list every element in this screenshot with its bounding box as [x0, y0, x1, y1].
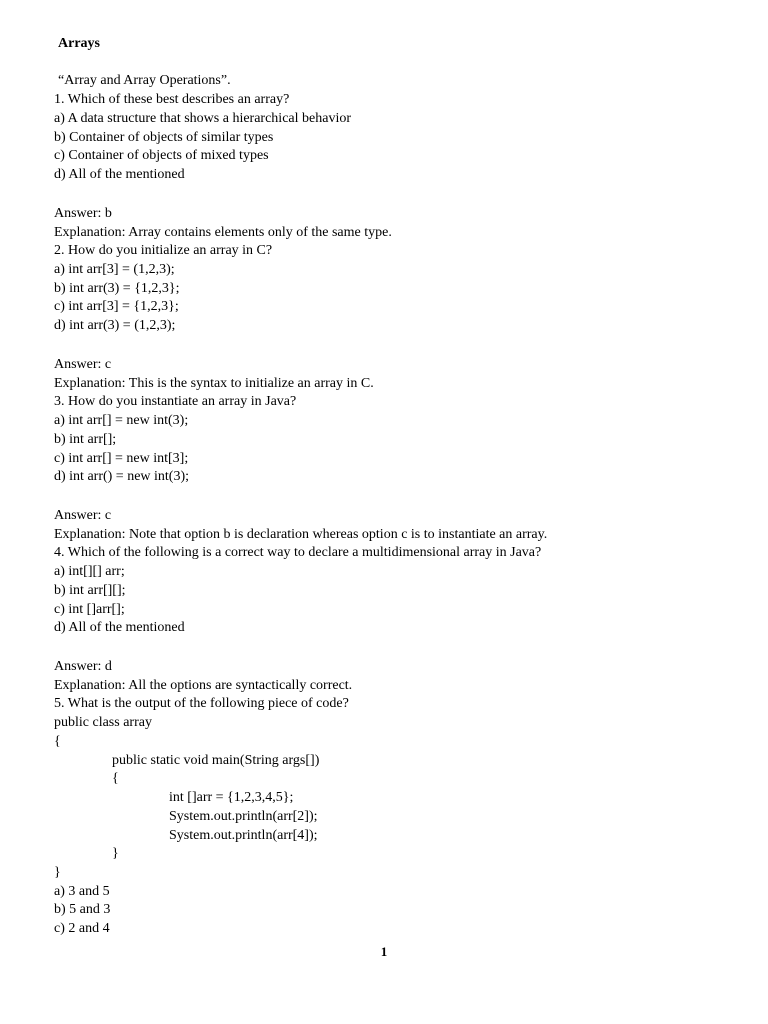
- q1-option-c: c) Container of objects of mixed types: [54, 148, 269, 163]
- q1-option-d: d) All of the mentioned: [54, 167, 185, 182]
- document-title: Arrays: [58, 36, 100, 51]
- q2-option-a: a) int arr[3] = (1,2,3);: [54, 262, 175, 277]
- code-line-main: public static void main(String args[]): [112, 753, 320, 768]
- q4-option-b: b) int arr[][];: [54, 583, 126, 598]
- question-5: 5. What is the output of the following piece of code?: [54, 696, 349, 711]
- q4-option-d: d) All of the mentioned: [54, 620, 185, 635]
- question-4: 4. Which of the following is a correct way to declare a multidimensional array in Java?: [54, 545, 542, 560]
- q1-option-a: a) A data structure that shows a hierarchical behavior: [54, 111, 351, 126]
- q2-answer: Answer: c: [54, 357, 112, 372]
- code-line-main-close-brace: }: [112, 846, 119, 861]
- q2-option-c: c) int arr[3] = {1,2,3};: [54, 299, 179, 314]
- question-3: 3. How do you instantiate an array in Java?: [54, 394, 297, 409]
- page-number: 1: [380, 944, 388, 959]
- question-1: 1. Which of these best describes an array?: [54, 92, 290, 107]
- q3-answer: Answer: c: [54, 508, 112, 523]
- q5-option-c: c) 2 and 4: [54, 921, 110, 936]
- subtitle-line: “Array and Array Operations”.: [58, 73, 231, 88]
- q2-option-b: b) int arr(3) = {1,2,3};: [54, 281, 180, 296]
- q4-option-c: c) int []arr[];: [54, 602, 125, 617]
- question-2: 2. How do you initialize an array in C?: [54, 243, 273, 258]
- q3-option-d: d) int arr() = new int(3);: [54, 469, 190, 484]
- q2-explanation: Explanation: This is the syntax to initialize an array in C.: [54, 376, 374, 391]
- code-line-array-init: int []arr = {1,2,3,4,5};: [169, 790, 294, 805]
- q1-explanation: Explanation: Array contains elements only of the same type.: [54, 225, 392, 240]
- code-line-class: public class array: [54, 715, 152, 730]
- q3-option-c: c) int arr[] = new int[3];: [54, 451, 189, 466]
- code-line-print-2: System.out.println(arr[2]);: [169, 809, 318, 824]
- q3-explanation: Explanation: Note that option b is declaration whereas option c is to instantiate an array.: [54, 527, 548, 542]
- q3-option-a: a) int arr[] = new int(3);: [54, 413, 189, 428]
- q4-answer: Answer: d: [54, 659, 112, 674]
- q5-option-b: b) 5 and 3: [54, 902, 111, 917]
- q1-option-b: b) Container of objects of similar types: [54, 130, 274, 145]
- code-line-main-open-brace: {: [112, 771, 119, 786]
- q1-answer: Answer: b: [54, 206, 112, 221]
- code-line-print-4: System.out.println(arr[4]);: [169, 828, 318, 843]
- q3-option-b: b) int arr[];: [54, 432, 117, 447]
- q2-option-d: d) int arr(3) = (1,2,3);: [54, 318, 176, 333]
- code-line-open-brace: {: [54, 734, 61, 749]
- code-line-close-brace: }: [54, 865, 61, 880]
- q4-option-a: a) int[][] arr;: [54, 564, 125, 579]
- q5-option-a: a) 3 and 5: [54, 884, 110, 899]
- q4-explanation: Explanation: All the options are syntactically correct.: [54, 678, 353, 693]
